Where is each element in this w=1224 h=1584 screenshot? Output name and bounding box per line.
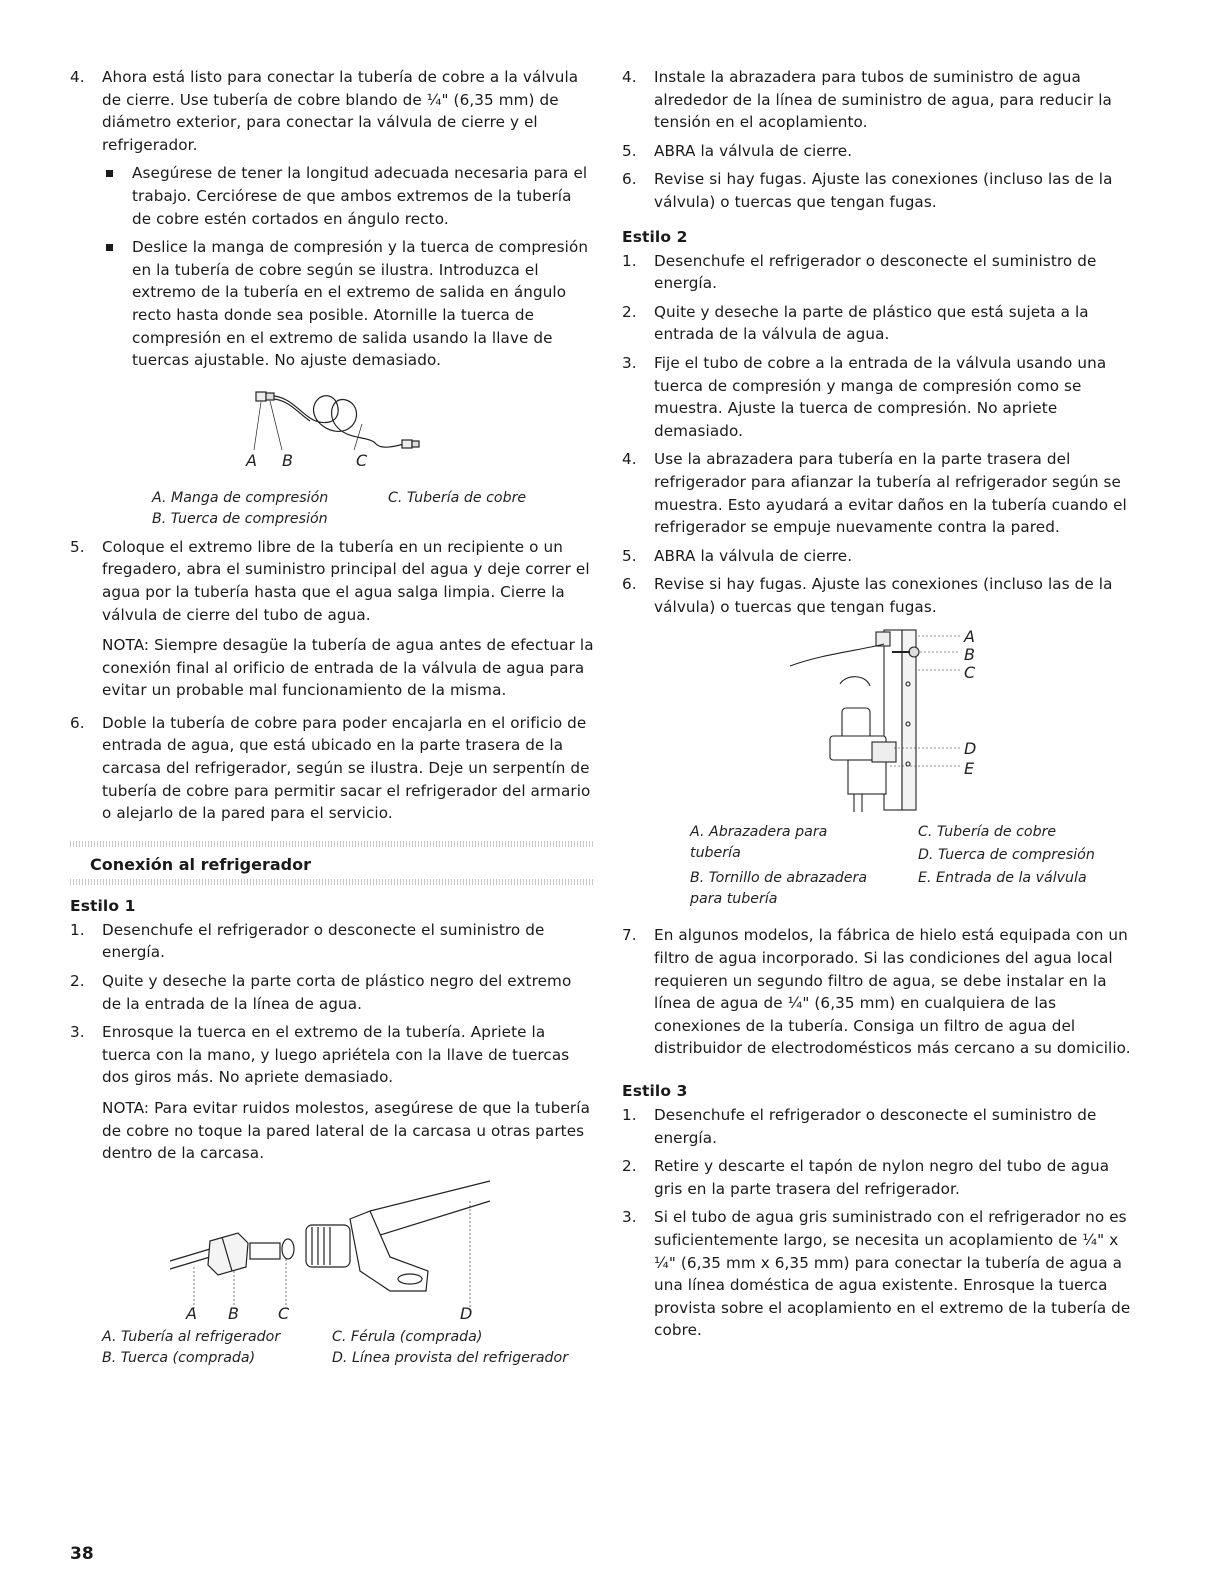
- step-number: 5.: [622, 141, 637, 160]
- step-number: 1.: [70, 920, 85, 939]
- estilo1-step-4: [622, 66, 1142, 134]
- step-number: 2.: [622, 1157, 637, 1176]
- caption-b: B. Tuerca (comprada): [102, 1349, 256, 1366]
- stripe-top: [70, 841, 594, 847]
- step-5-flush-line: [70, 536, 594, 702]
- step-number: 4.: [70, 68, 85, 86]
- step-text: Fije el tubo de cobre a la entrada de la válvula usando una tuerca de compresión y manga de compresión como se muestra. Ajuste la tuerca de compresión. No apriete demasiado.: [654, 353, 1107, 440]
- estilo1-step-5: [622, 140, 1142, 163]
- estilo2-step-1: [622, 250, 1142, 295]
- estilo-3-heading: Estilo 3: [622, 1082, 688, 1101]
- stripe-bottom: [70, 879, 594, 885]
- figure-copper-tubing: [70, 378, 594, 526]
- step-text: Use la abrazadera para tubería en la parte trasera del refrigerador para afianzar la tubería al refrigerador según se muestra. Esto ayudará a evitar daños en la tubería cuando el refrigerador se empuje nuevamente contra la pared.: [654, 450, 1127, 537]
- bullet-length: [102, 162, 594, 230]
- section-header: [70, 839, 594, 887]
- step-number: 7.: [622, 926, 637, 945]
- estilo1-step-1: [70, 919, 594, 964]
- copper-tubing-illustration: [70, 378, 594, 470]
- estilo1-step-2: [70, 970, 594, 1015]
- step-number: 2.: [622, 302, 637, 321]
- step-number: 5.: [622, 546, 637, 565]
- caption-d: D. Línea provista del refrigerador: [332, 1349, 569, 1366]
- caption-e: E. Entrada de la válvula: [918, 870, 1087, 887]
- right-column: [622, 66, 1142, 1348]
- estilo2-step-3: [622, 352, 1142, 442]
- step-7-filter: [622, 924, 1142, 1060]
- left-column: [70, 66, 594, 1373]
- step-text: Desenchufe el refrigerador o desconecte el suministro de energía.: [654, 251, 1097, 293]
- step-text: Quite y deseche la parte corta de plástico negro del extremo de la entrada de la línea de agua.: [102, 972, 572, 1013]
- estilo-1-heading: Estilo 1: [70, 896, 136, 915]
- step-text: Si el tubo de agua gris suministrado con el refrigerador no es suficientemente largo, se necesita un acoplamiento de ¼" x ¼" (6,35 mm x 6,35 mm) para conectar la tubería de agua a una línea doméstica de agua existente. Enrosque la tuerca provista sobre el acoplamiento en el extremo de la tubería de cobre.: [654, 1208, 1131, 1340]
- step-text: Instale la abrazadera para tubos de suministro de agua alrededor de la línea de suministro de agua, para reducir la tensión en el acoplamiento.: [654, 68, 1112, 132]
- step-text: Enrosque la tuerca en el extremo de la tubería. Apriete la tuerca con la mano, y luego apriétela con la llave de tuercas dos giros más. No apriete demasiado.: [102, 1023, 570, 1087]
- caption-b: B. Tuerca de compresión: [152, 510, 328, 527]
- step-number: 2.: [70, 972, 85, 991]
- estilo3-step-1: [622, 1104, 1142, 1149]
- label-c: C: [356, 450, 368, 470]
- label-a: A: [246, 450, 257, 470]
- step-text: Revise si hay fugas. Ajuste las conexiones (incluso las de la válvula) o tuercas que tengan fugas.: [654, 575, 1113, 616]
- step-text: Retire y descarte el tapón de nylon negro del tubo de agua gris en la parte trasera del refrigerador.: [654, 1157, 1110, 1198]
- caption-d: D. Tuerca de compresión: [918, 847, 1095, 864]
- caption-c: C. Tubería de cobre: [918, 824, 1057, 841]
- label-c: C: [278, 1303, 290, 1321]
- figure1-caption: [152, 488, 572, 530]
- label-b: B: [228, 1303, 239, 1321]
- step-number: 3.: [622, 1208, 637, 1227]
- step-number: 6.: [622, 170, 637, 189]
- label-c: C: [964, 663, 976, 683]
- step-text: ABRA la válvula de cierre.: [654, 546, 853, 565]
- figure-fitting: [70, 1171, 594, 1373]
- figure3-caption: [690, 822, 1140, 910]
- estilo3-step-2: [622, 1155, 1142, 1200]
- step-text: Quite y deseche la parte de plástico que está sujeta a la entrada de la válvula de agua.: [654, 302, 1089, 344]
- label-a: A: [186, 1303, 197, 1321]
- caption-a: A. Tubería al refrigerador: [102, 1328, 281, 1345]
- caption-c: C. Tubería de cobre: [388, 489, 527, 506]
- estilo2-step-5: [622, 545, 1142, 568]
- estilo1-step-6: [622, 168, 1142, 213]
- step-4-connect-copper: [70, 66, 594, 372]
- label-b: B: [282, 450, 293, 470]
- step-note: NOTA: Para evitar ruidos molestos, asegúrese de que la tubería de cobre no toque la pared lateral de la carcasa u otras partes dentro de la carcasa.: [102, 1099, 590, 1163]
- caption-c: C. Férula (comprada): [332, 1328, 483, 1345]
- step-number: 6.: [70, 713, 85, 732]
- step-number: 1.: [622, 1106, 637, 1125]
- estilo2-step-6: [622, 573, 1142, 618]
- step-text: Revise si hay fugas. Ajuste las conexiones (incluso las de la válvula) o tuercas que tengan fugas.: [654, 170, 1113, 211]
- step-text: Ahora está listo para conectar la tubería de cobre a la válvula de cierre. Use tubería de cobre blando de ¼" (6,35 mm) de diámetro exterior, para conectar la válvula de cierre y el refrigerador.: [102, 68, 579, 154]
- bullet-text: Deslice la manga de compresión y la tuerca de compresión en la tubería de cobre según se ilustra. Introduzca el extremo de la tubería en el extremo de salida en ángulo recto hasta donde sea posible. Atornille la tuerca de compresión en el extremo de salida usando la llave de tuercas ajustable. No ajuste demasiado.: [132, 238, 589, 370]
- step-number: 6.: [622, 575, 637, 594]
- step-text: Desenchufe el refrigerador o desconecte el suministro de energía.: [654, 1106, 1097, 1147]
- valve-inlet-illustration: [622, 624, 1142, 814]
- step-number: 1.: [622, 251, 637, 270]
- step-text: En algunos modelos, la fábrica de hielo está equipada con un filtro de agua incorporado. Si las condiciones del agua local requieren un segundo filtro de agua, se debe instalar en la línea de agua de ¼" (6,35 mm) en cualquiera de las conexiones de la tubería. Consiga un filtro de agua del distribuidor de electrodomésticos más cercano a su domicilio.: [654, 926, 1131, 1058]
- step-number: 5.: [70, 537, 85, 556]
- caption-cd: [918, 822, 1095, 866]
- estilo-2-heading: Estilo 2: [622, 227, 688, 246]
- bullet-compression: [102, 236, 594, 372]
- step-number: 3.: [622, 353, 637, 372]
- estilo2-step-2: [622, 301, 1142, 346]
- page-number: 38: [70, 1544, 94, 1564]
- figure2-caption: [102, 1327, 592, 1369]
- label-a: A: [964, 627, 975, 647]
- estilo2-step-4: [622, 448, 1142, 538]
- label-d: D: [460, 1303, 473, 1321]
- step-number: 3.: [70, 1023, 85, 1042]
- estilo1-step-3: [70, 1021, 594, 1165]
- fitting-illustration: [70, 1171, 594, 1321]
- estilo3-step-3: [622, 1206, 1142, 1342]
- caption-a: A. Manga de compresión: [152, 489, 329, 506]
- step-number: 4.: [622, 450, 637, 469]
- label-d: D: [964, 739, 977, 759]
- bullet-text: Asegúrese de tener la longitud adecuada necesaria para el trabajo. Cerciórese de que ambos extremos de la tubería de cobre estén cortados en ángulo recto.: [132, 164, 588, 228]
- label-e: E: [964, 759, 975, 779]
- step-text: ABRA la válvula de cierre.: [654, 141, 853, 160]
- caption-a: A. Abrazadera para tubería: [690, 824, 828, 862]
- figure-valve-inlet: [622, 624, 1142, 920]
- step-note: NOTA: Siempre desagüe la tubería de agua antes de efectuar la conexión final al orificio de entrada de la válvula de agua para evitar un probable mal funcionamiento de la misma.: [102, 636, 594, 700]
- step-number: 4.: [622, 68, 637, 86]
- step-text: Doble la tubería de cobre para poder encajarla en el orificio de entrada de agua, que está ubicado en la parte trasera de la carcasa del refrigerador, según se ilustra. Deje un serpentín de tubería de cobre para permitir sacar el refrigerador del armario o alejarlo de la pared para el servicio.: [102, 713, 591, 823]
- label-b: B: [964, 645, 975, 665]
- section-title: Conexión al refrigerador: [90, 855, 319, 874]
- caption-b: B. Tornillo de abrazadera para tubería: [690, 870, 868, 908]
- step-text: Desenchufe el refrigerador o desconecte el suministro de energía.: [102, 920, 545, 962]
- step-text: Coloque el extremo libre de la tubería en un recipiente o un fregadero, abra el suministro principal del agua y deje correr el agua por la tubería hasta que el agua salga limpia. Cierre la válvula de cierre del tubo de agua.: [102, 537, 590, 624]
- step-6-bend-tubing: [70, 712, 594, 825]
